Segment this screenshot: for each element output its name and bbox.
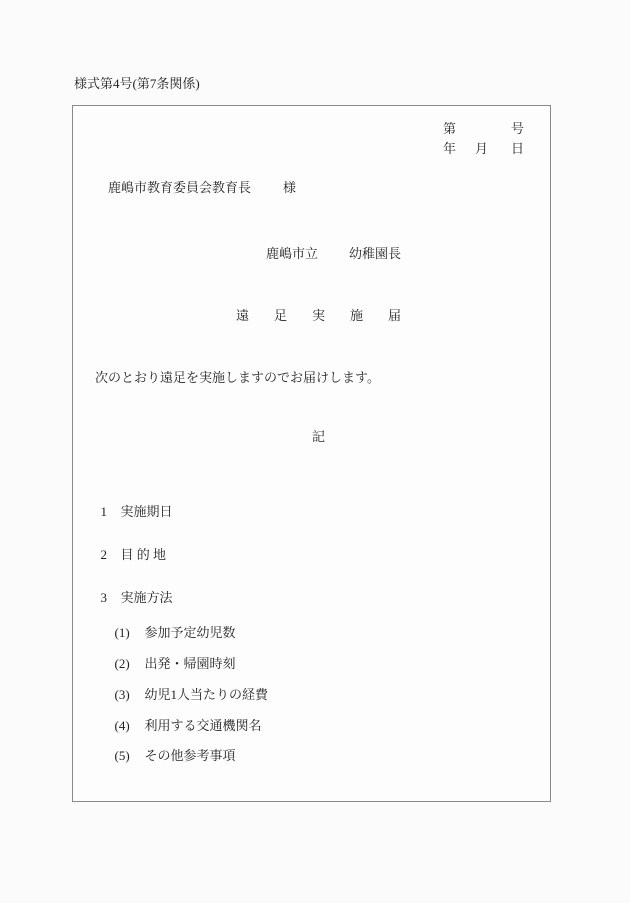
sender-title: 幼稚園長 [349, 246, 402, 261]
sender-line [73, 247, 550, 261]
item-number: 2 [100, 547, 107, 562]
sub-item-label: その他参考事項 [144, 748, 236, 763]
document-title: 遠足実施届 [236, 308, 427, 323]
item-label: 実施方法 [120, 590, 173, 605]
item-label: 実施期日 [120, 504, 173, 519]
form-number-label: 様式第4号(第7条関係) [74, 76, 200, 91]
sub-item-label: 参加予定幼児数 [144, 625, 236, 640]
sender-org: 鹿嶋市立 [266, 246, 319, 261]
sub-item-number: (5) [114, 748, 130, 763]
sub-item-label: 出発・帰園時刻 [144, 656, 236, 671]
ki-heading: 記 [312, 429, 326, 444]
doc-number-prefix: 第 [443, 121, 457, 136]
date-year-label: 年 [443, 141, 457, 156]
doc-number-line [73, 122, 550, 136]
sub-item-number: (4) [114, 718, 130, 733]
sub-item-number: (3) [114, 687, 130, 702]
addressee-line [73, 181, 550, 195]
list-item-1 [81, 491, 173, 533]
sub-item-label: 利用する交通機関名 [144, 718, 262, 733]
date-line [73, 142, 550, 156]
addressee-name: 鹿嶋市教育委員会教育長 [108, 180, 252, 195]
item-number: 3 [100, 590, 107, 605]
sub-item-5 [95, 735, 236, 777]
sub-item-number: (2) [114, 656, 130, 671]
body-text: 次のとおり遠足を実施しますのでお届けします。 [95, 370, 380, 385]
doc-number-suffix: 号 [511, 121, 525, 136]
item-label: 目 的 地 [120, 547, 167, 562]
sub-item-label: 幼児1人当たりの経費 [144, 687, 269, 702]
addressee-honorific: 様 [283, 180, 297, 195]
document-frame [72, 105, 551, 802]
date-month-label: 月 [475, 141, 489, 156]
sub-item-number: (1) [114, 625, 130, 640]
item-number: 1 [100, 504, 107, 519]
list-item-2 [81, 534, 166, 576]
date-day-label: 日 [511, 141, 525, 156]
